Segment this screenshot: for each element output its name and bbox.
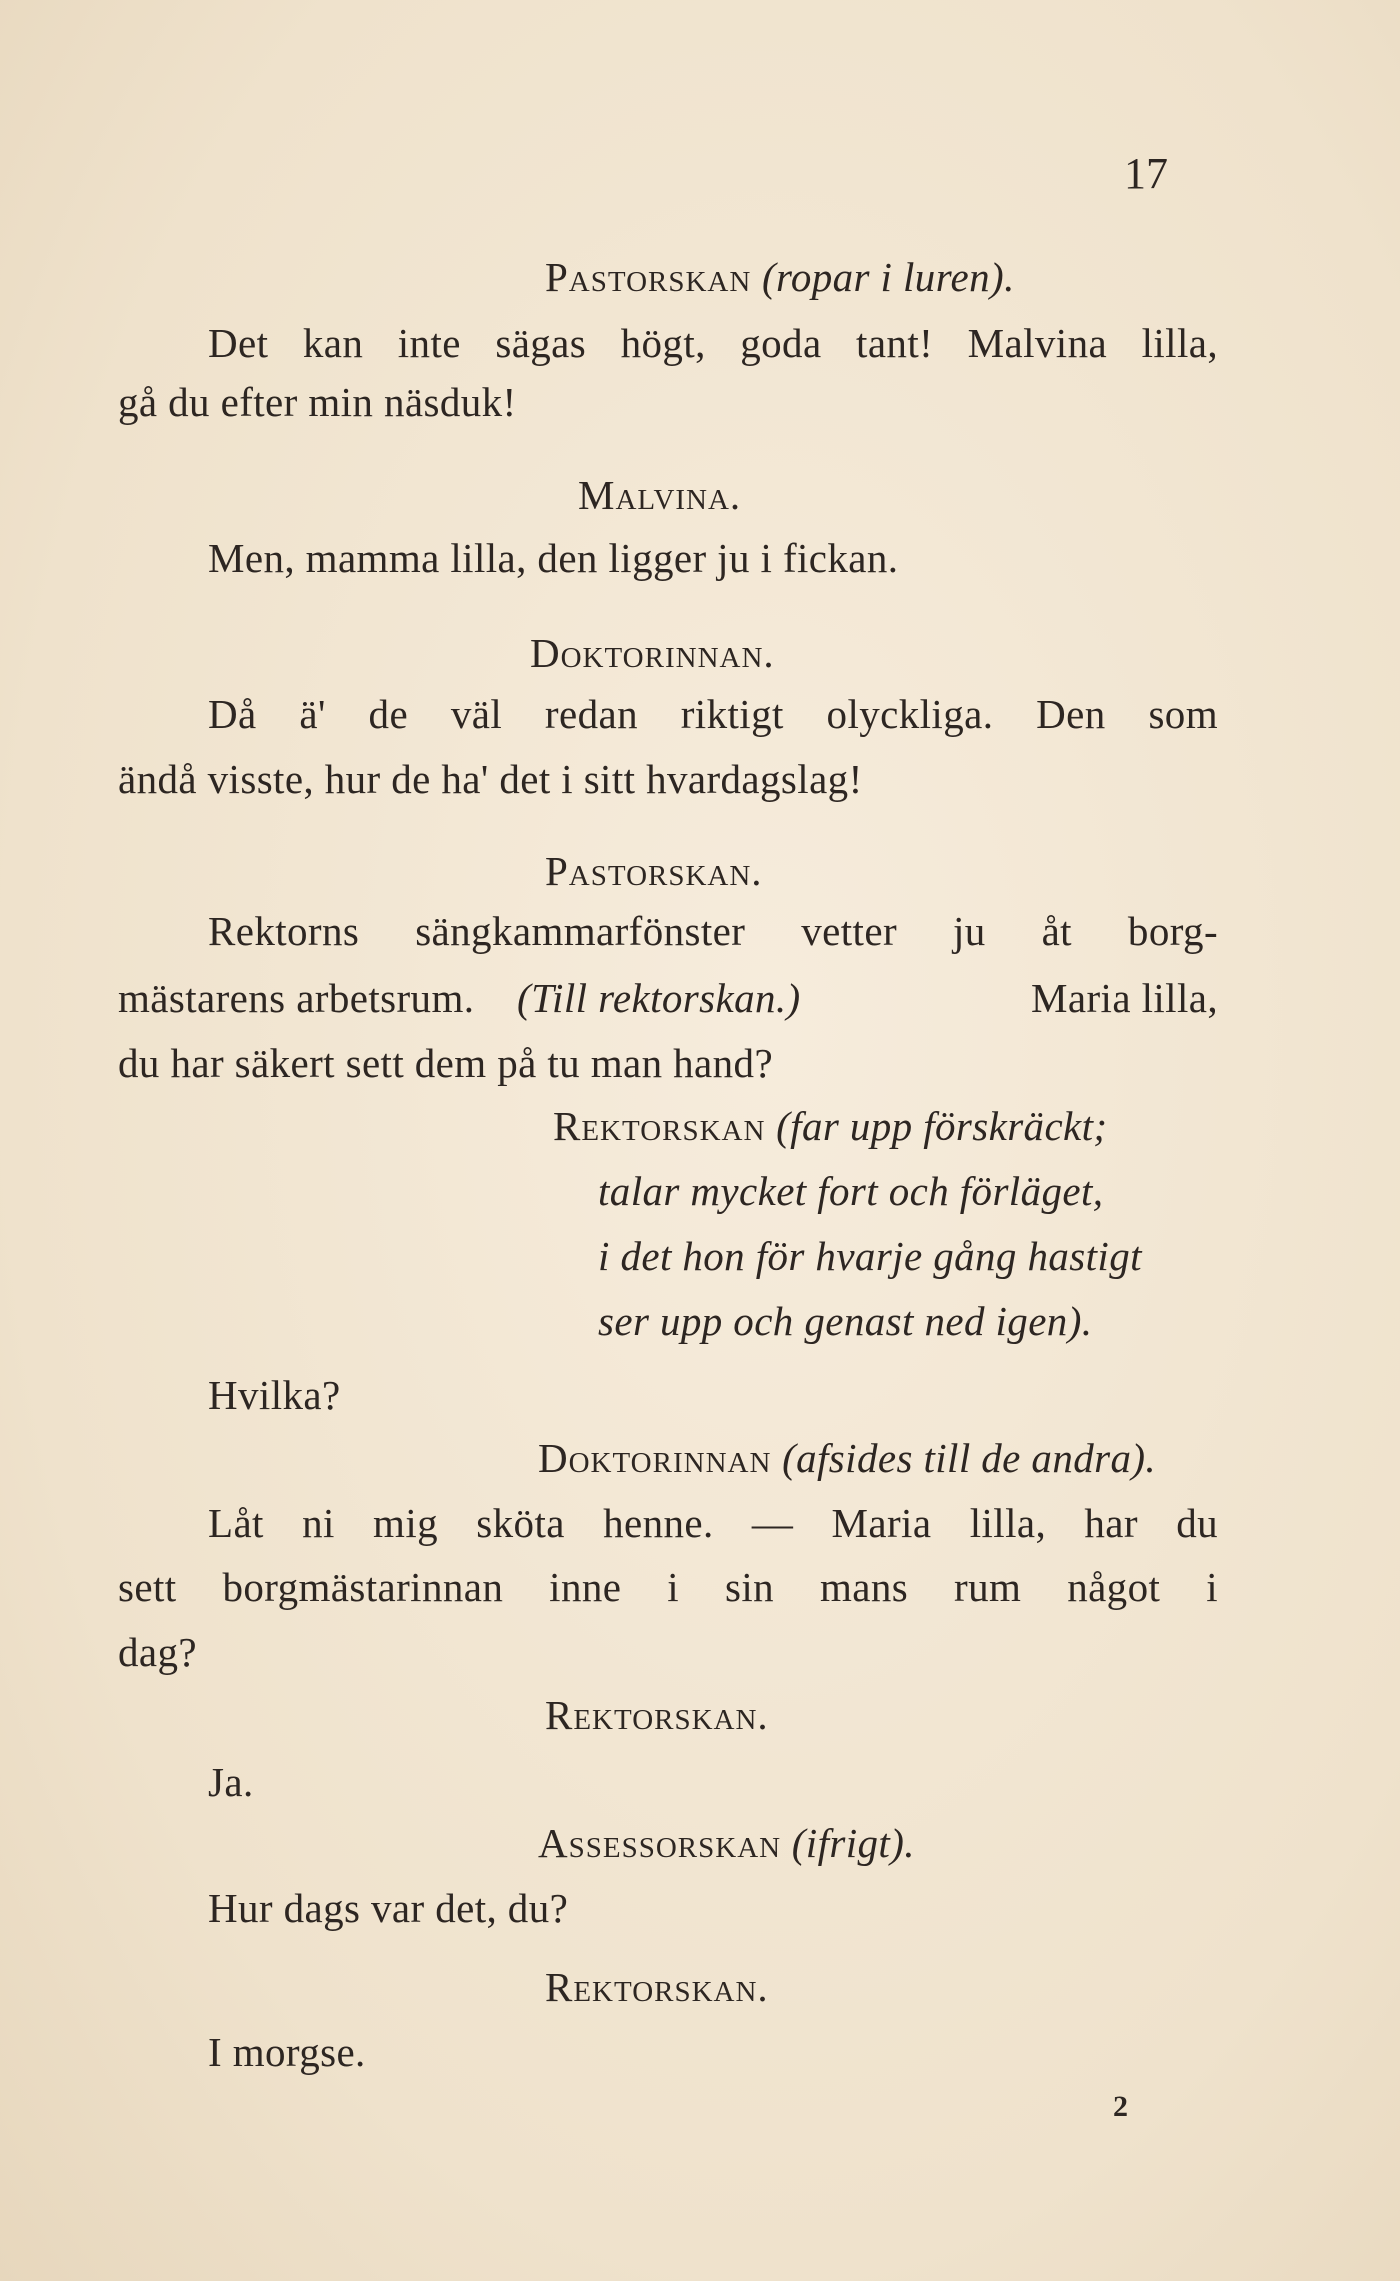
stage-direction-line: ser upp och genast ned igen). xyxy=(598,1298,1093,1344)
speaker-heading: Rektorskan. xyxy=(545,1964,769,2010)
signature-mark: 2 xyxy=(1113,2090,1128,2123)
speaker-heading xyxy=(538,1818,915,1868)
stage-direction: (far upp förskräckt; xyxy=(776,1103,1108,1149)
speaker-name: Pastorskan xyxy=(545,254,752,300)
dialogue-text: mästarens arbetsrum. xyxy=(118,975,475,1021)
speaker-heading xyxy=(553,1101,1108,1151)
speaker-name: Rektorskan xyxy=(553,1103,766,1149)
speaker-heading: Rektorskan. xyxy=(545,1692,769,1738)
dialogue-line: Det kan inte sägas högt, goda tant! Malvina lilla, xyxy=(208,320,1218,366)
dialogue-line: Ja. xyxy=(208,1759,254,1805)
stage-direction-inline: (Till rektorskan.) xyxy=(517,975,801,1021)
dialogue-line: Hvilka? xyxy=(208,1372,341,1418)
speaker-heading: Malvina. xyxy=(578,472,742,518)
speaker-name: Assessorskan xyxy=(538,1820,782,1866)
dialogue-text: Maria lilla, xyxy=(1031,975,1218,1021)
dialogue-line: Låt ni mig sköta henne. — Maria lilla, har du xyxy=(208,1500,1218,1546)
speaker-heading: Doktorinnan. xyxy=(530,630,775,676)
dialogue-line: Rektorns sängkammarfönster vetter ju åt borg- xyxy=(208,908,1218,954)
dialogue-line: sett borgmästarinnan inne i sin mans rum något i xyxy=(118,1564,1218,1610)
dialogue-line: Då ä' de väl redan riktigt olyckliga. Den som xyxy=(208,691,1218,737)
stage-direction: (ropar i luren). xyxy=(761,254,1015,300)
dialogue-line-mixed xyxy=(118,973,1218,1023)
dialogue-line: Hur dags var det, du? xyxy=(208,1885,569,1931)
dialogue-line: dag? xyxy=(118,1629,197,1675)
stage-direction-line: i det hon för hvarje gång hastigt xyxy=(598,1233,1142,1279)
dialogue-line: gå du efter min näsduk! xyxy=(118,379,517,425)
dialogue-line: ändå visste, hur de ha' det i sitt hvardagslag! xyxy=(118,756,863,802)
page-number: 17 xyxy=(1124,149,1168,198)
stage-direction: (afsides till de andra). xyxy=(782,1435,1157,1481)
stage-direction-line: talar mycket fort och förläget, xyxy=(598,1168,1104,1214)
speaker-name: Doktorinnan xyxy=(538,1435,772,1481)
dialogue-line: du har säkert sett dem på tu man hand? xyxy=(118,1040,774,1086)
dialogue-line: I morgse. xyxy=(208,2029,366,2075)
speaker-heading xyxy=(545,252,1015,302)
stage-direction: (ifrigt). xyxy=(791,1820,915,1866)
speaker-heading xyxy=(538,1433,1156,1483)
speaker-heading: Pastorskan. xyxy=(545,848,763,894)
dialogue-line: Men, mamma lilla, den ligger ju i fickan. xyxy=(208,535,899,581)
